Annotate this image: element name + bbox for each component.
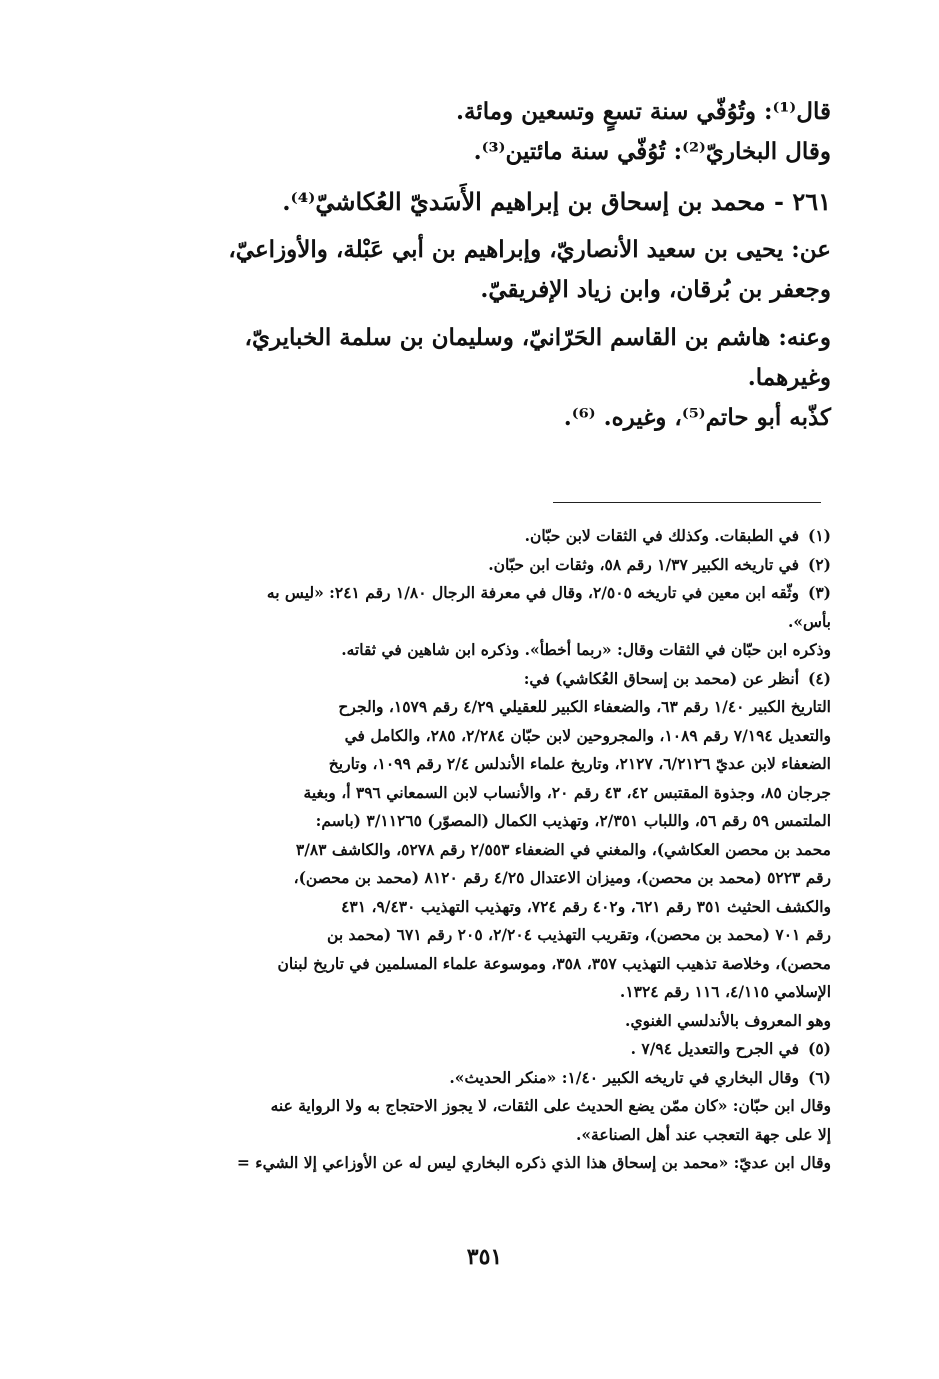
footnote-number: (٤)	[807, 668, 831, 688]
footnote-continuation: وقال ابن حبّان: «كان ممّن يضع الحديث على الثقات، لا يجوز الاحتجاج به ولا الرواية عنه	[270, 1096, 831, 1115]
main-line: كذّبه أبو حاتم⁽⁵⁾، وغيره. ⁽⁶⁾.	[563, 404, 831, 431]
main-line: وجعفر بن بُرقان، وابن زياد الإفريقيّ.	[480, 276, 831, 303]
footnote	[109, 1064, 831, 1093]
footnote	[109, 579, 831, 608]
main-line: وقال البخاريّ⁽²⁾: تُوُفّي سنة مائتين⁽³⁾.	[473, 138, 831, 165]
footnote-continuation: وقال ابن عديّ: «محمد بن إسحاق هذا الذي ذكره البخاري ليس له عن الأوزاعي إلا الشيء =	[236, 1153, 831, 1172]
footnote-continuation: الضعفاء لابن عديّ ٦/٢١٢٦، ٢١٢٧، وتاريخ علماء الأندلس ٢/٤ رقم ١٠٩٩، وتاريخ	[328, 754, 831, 773]
entry-heading: ٢٦١ - محمد بن إسحاق بن إبراهيم الأَسَديّ العُكاشيّ⁽⁴⁾.	[282, 187, 831, 216]
footnote-text: وثّقه ابن معين في تاريخه ٢/٥٠٥، وقال في معرفة الرجال ١/٨٠ رقم ٢٤١: «ليس به	[266, 583, 799, 602]
footnote-number: (٣)	[807, 583, 831, 602]
main-line: عن: يحيى بن سعيد الأنصاريّ، وإبراهيم بن أبي عَبْلة، والأوزاعيّ،	[228, 236, 831, 263]
footnote-number: (٢)	[807, 554, 831, 574]
footnote-text: أنظر عن (محمد بن إسحاق العُكاشي) في:	[523, 668, 799, 688]
page-number: ٣٥١	[466, 1244, 503, 1270]
main-text	[131, 92, 831, 438]
main-line: وعنه: هاشم بن القاسم الحَرّانيّ، وسليمان بن سلمة الخبايريّ،	[244, 324, 831, 351]
footnote-continuation: بأس».	[787, 611, 831, 631]
footnote-number: (٥)	[807, 1039, 831, 1058]
footnote-continuation: والتعديل ٧/١٩٤ رقم ١٠٨٩، والمجروحين لابن حبّان ٢/٢٨٤، ٢٨٥، والكامل في	[344, 725, 831, 745]
footnote-continuation: والكشف الحثيث ٣٥١ رقم ٦٢١، و٤٠٢ رقم ٧٢٤، وتهذيب التهذيب ٩/٤٣٠، ٤٣١	[341, 896, 831, 916]
footnote	[109, 1035, 831, 1064]
footnote-number: (١)	[807, 526, 831, 545]
footnote-continuation: محمد بن محصن العكاشي)، والمغني في الضعفاء ٢/٥٥٣ رقم ٥٢٧٨، والكاشف ٣/٨٣	[295, 839, 831, 859]
footnote-continuation: وهو المعروف بالأندلسي الغنوي.	[625, 1010, 831, 1030]
footnote-number: (٦)	[807, 1067, 831, 1087]
footnote-continuation: التاريخ الكبير ١/٤٠ رقم ٦٣، والضعفاء الكبير للعقيلي ٤/٢٩ رقم ١٥٧٩، والجرح	[338, 697, 831, 716]
footnote-continuation: الملتمس ٥٩ رقم ٥٦، واللباب ٢/٣٥١، وتهذيب الكمال (المصوّر) ٣/١١٢٦٥ (باسم:	[315, 811, 831, 830]
footnote-separator	[553, 502, 821, 503]
footnotes	[109, 522, 831, 1178]
footnote-text: في الجرح والتعديل ٧/٩٤ .	[630, 1039, 799, 1058]
footnote-continuation: الإسلامي ٤/١١٥، ١١٦ رقم ١٣٢٤.	[619, 982, 831, 1001]
footnote-continuation: إلا على جهة التعجب عند أهل الصناعة».	[575, 1124, 831, 1144]
footnote-text: في الطبقات. وكذلك في الثقات لابن حبّان.	[524, 526, 799, 545]
footnote-continuation: رقم ٥٢٢٣ (محمد بن محصن)، وميزان الاعتدال ٤/٢٥ رقم ٨١٢٠ (محمد بن محصن)،	[293, 868, 831, 887]
footnote-continuation: جرجان ٨٥، وجذوة المقتبس ٤٢، ٤٣ رقم ٢٠، والأنساب لابن السمعاني ٣٩٦ أ، وبغية	[303, 782, 831, 802]
footnote-continuation: رقم ٧٠١ (محمد بن محصن)، وتقريب التهذيب ٢/٢٠٤، ٢٠٥ رقم ٦٧١ (محمد بن	[327, 925, 831, 944]
footnote-continuation: وذكره ابن حبّان في الثقات وقال: «ربما أخطأ». وذكره ابن شاهين في ثقاته.	[341, 640, 831, 659]
footnote-text: في تاريخه الكبير ١/٣٧ رقم ٥٨، وثقات ابن حبّان.	[488, 554, 799, 574]
footnote	[109, 551, 831, 580]
main-line: وغيرهما.	[747, 364, 831, 391]
footnote	[109, 665, 831, 694]
footnote-text: وقال البخاري في تاريخه الكبير ١/٤٠: «منكر الحديث».	[449, 1067, 799, 1087]
footnote-continuation: محصن)، وخلاصة تذهيب التهذيب ٣٥٧، ٣٥٨، وموسوعة علماء المسلمين في تاريخ لبنان	[277, 953, 831, 973]
main-line: قال⁽¹⁾: وتُوُفّي سنة تسعٍ وتسعين ومائة.	[455, 98, 831, 125]
footnote	[109, 522, 831, 551]
